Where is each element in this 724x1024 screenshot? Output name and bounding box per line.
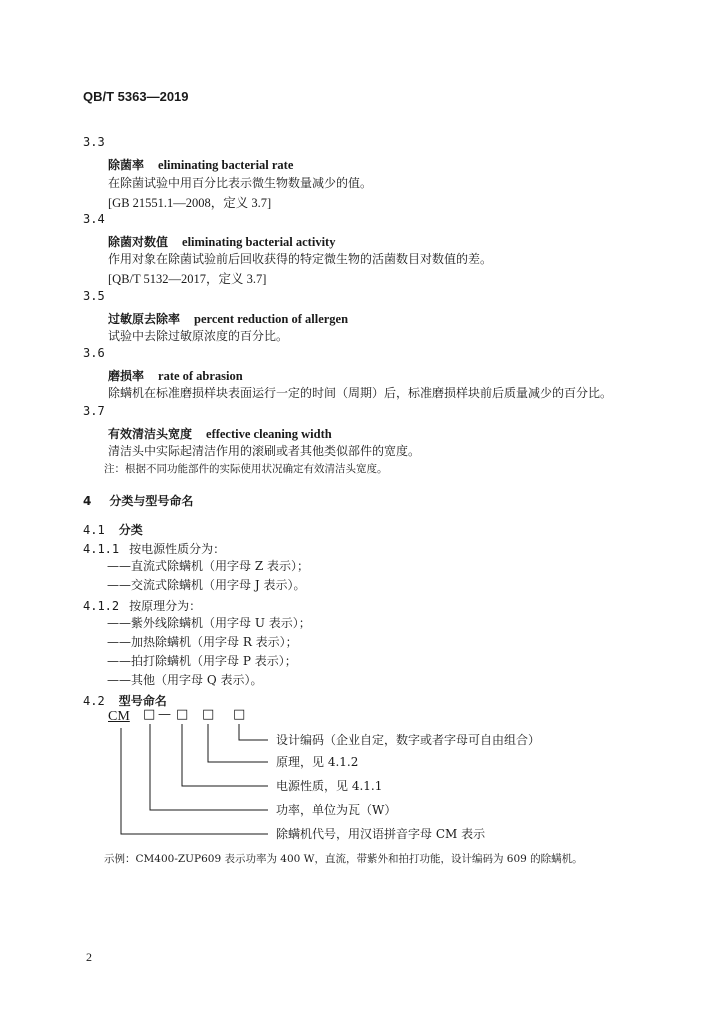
- clause-title: 按原理分为：: [129, 599, 202, 613]
- subsection-number: 4.1: [83, 523, 105, 537]
- list-item: ——交流式除螨机（用字母 J 表示）。: [107, 578, 306, 592]
- list-item: ——拍打除螨机（用字母 P 表示）；: [107, 654, 297, 668]
- diagram-label-principle: 原理，见 4.1.2: [276, 755, 359, 769]
- term-zh: 有效清洁头宽度: [108, 427, 193, 441]
- clause-title: 按电源性质分为：: [129, 542, 226, 556]
- term-reference: [QB/T 5132—2017，定义 3.7]: [108, 272, 267, 286]
- term-reference: [GB 21551.1—2008，定义 3.7]: [108, 196, 272, 210]
- term-en: percent reduction of allergen: [194, 312, 349, 326]
- diagram-label-design-code: 设计编码（企业自定，数字或者字母可自由组合）: [276, 733, 541, 747]
- clause-number: 4.1.1: [83, 542, 120, 556]
- power-source-box: □: [176, 707, 189, 722]
- subsection-number: 4.2: [83, 694, 105, 708]
- clause-number: 4.1.2: [83, 599, 120, 613]
- section-number: 4: [83, 494, 92, 508]
- section-title: 分类与型号命名: [109, 494, 194, 508]
- principle-box: □: [202, 707, 215, 722]
- term-definition: 试验中去除过敏原浓度的百分比。: [108, 329, 289, 343]
- term-zh: 除菌率: [108, 158, 145, 172]
- subsection-title: 型号命名: [118, 694, 167, 708]
- diagram-label-power: 功率，单位为瓦（W）: [276, 803, 397, 817]
- diagram-label-power-source: 电源性质，见 4.1.1: [276, 779, 383, 793]
- term-number: 3.4: [83, 212, 105, 226]
- term-number: 3.6: [83, 346, 105, 360]
- list-item: ——加热除螨机（用字母 R 表示）；: [107, 635, 298, 649]
- term-zh: 过敏原去除率: [108, 312, 181, 326]
- term-definition: 清洁头中实际起清洁作用的滚刷或者其他类似部件的宽度。: [108, 444, 421, 458]
- term-number: 3.3: [83, 135, 105, 149]
- list-item: ——紫外线除螨机（用字母 U 表示）；: [107, 616, 311, 630]
- term-definition: 作用对象在除菌试验前后回收获得的特定微生物的活菌数目对数值的差。: [108, 252, 493, 266]
- model-prefix: CM: [108, 709, 130, 724]
- list-item: ——直流式除螨机（用字母 Z 表示）；: [107, 559, 309, 573]
- term-en: effective cleaning width: [206, 427, 332, 441]
- model-separator: —: [158, 707, 171, 722]
- diagram-label-code: 除螨机代号，用汉语拼音字母 CM 表示: [276, 827, 486, 841]
- term-number: 3.5: [83, 289, 105, 303]
- design-code-box: □: [233, 707, 246, 722]
- subsection-title: 分类: [118, 523, 143, 537]
- term-en: rate of abrasion: [158, 369, 243, 383]
- page-number: 2: [86, 950, 92, 964]
- model-example: 示例：CM400-ZUP609 表示功率为 400 W，直流，带紫外和拍打功能，设计编码为 609 的除螨机。: [104, 853, 583, 865]
- term-note: 注：根据不同功能部件的实际使用状况确定有效清洁头宽度。: [104, 463, 388, 475]
- list-item: ——其他（用字母 Q 表示）。: [107, 673, 263, 687]
- power-box: □: [143, 707, 156, 722]
- term-zh: 除菌对数值: [108, 235, 169, 249]
- term-en: eliminating bacterial rate: [158, 158, 294, 172]
- term-number: 3.7: [83, 404, 105, 418]
- term-definition: 在除菌试验中用百分比表示微生物数量减少的值。: [108, 176, 373, 190]
- standard-code: QB/T 5363—2019: [83, 89, 189, 104]
- term-zh: 磨损率: [108, 369, 145, 383]
- term-en: eliminating bacterial activity: [182, 235, 336, 249]
- term-definition: 除螨机在标准磨损样块表面运行一定的时间（周期）后，标准磨损样块前后质量减少的百分比。: [108, 386, 613, 400]
